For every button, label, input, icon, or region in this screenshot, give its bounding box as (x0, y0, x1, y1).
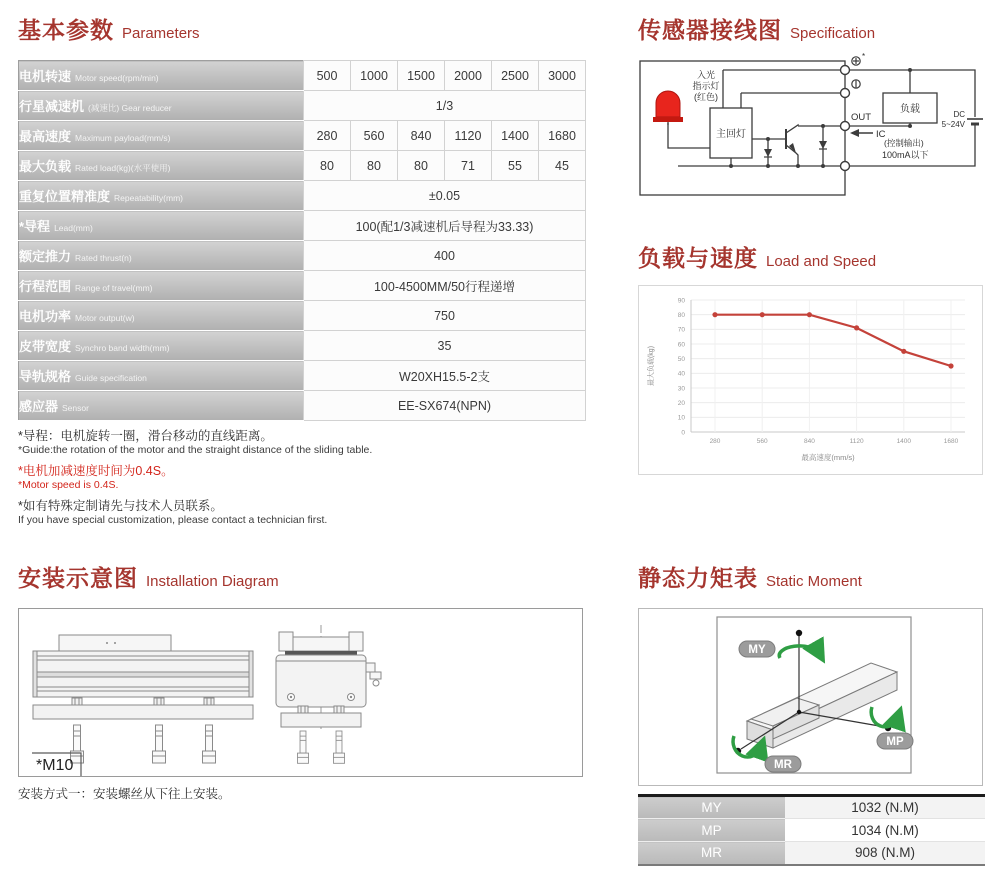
param-label (19, 391, 304, 421)
param-label-en: Synchro band width(mm) (75, 342, 170, 353)
led-label-1: 入光 (696, 70, 716, 80)
footnote-lead-zh: *导程：电机旋转一圈，滑台移动的直线距离。 (18, 429, 273, 443)
section-title-en: Load and Speed (766, 253, 877, 270)
section-title-zh: 安装示意图 (18, 565, 138, 591)
param-value: 80 (304, 151, 351, 181)
parameters-table (18, 60, 586, 421)
param-label (19, 331, 304, 361)
sensor-wiring-svg (638, 53, 985, 205)
section-title-en: Specification (790, 25, 876, 42)
y-tick-label: 70 (677, 326, 685, 334)
plus-terminal-icon (852, 57, 860, 65)
load-box-label: 负载 (900, 104, 920, 115)
y-tick-label: 60 (677, 341, 685, 349)
moment-value: 1034 (N.M) (785, 819, 985, 842)
param-value: 55 (492, 151, 539, 181)
plus-note: * (862, 53, 866, 61)
param-label (19, 301, 304, 331)
param-row (19, 61, 586, 91)
param-value: 750 (304, 301, 586, 331)
actuator-end-view (276, 625, 381, 763)
param-label-en: Maximum payload(mm/s) (75, 132, 171, 143)
param-value: W20XH15.5-2支 (304, 361, 586, 391)
dc-label: DC (953, 110, 965, 119)
param-label-en: Lead(mm) (54, 222, 93, 233)
load-speed-chart (639, 286, 982, 474)
x-tick-label: 840 (803, 438, 815, 445)
param-label-zh: 最大负载 (19, 158, 72, 174)
x-axis-label: 最高速度(mm/s) (801, 453, 855, 462)
section-title-zh: 静态力矩表 (638, 565, 758, 591)
main-box-label: 主回灯 (716, 129, 746, 140)
param-value: 1400 (492, 121, 539, 151)
x-tick-label: 1680 (943, 438, 959, 445)
x-tick-label: 1120 (849, 438, 864, 445)
param-value: 45 (539, 151, 586, 181)
y-tick-label: 90 (677, 297, 685, 305)
sensor-wiring-diagram (638, 53, 985, 210)
param-label-en: Motor output(w) (75, 312, 135, 323)
sensor-body-outline (640, 61, 845, 195)
param-row (19, 181, 586, 211)
param-value: 500 (304, 61, 351, 91)
actuator-side-view (33, 635, 253, 763)
param-value: ±0.05 (304, 181, 586, 211)
connector-icon (366, 663, 375, 672)
param-row (19, 301, 586, 331)
led-label-2: 指示灯 (692, 81, 720, 91)
ic-label: IC (876, 129, 886, 140)
param-label (19, 361, 304, 391)
param-label (19, 211, 304, 241)
led-label-3: (红色) (694, 92, 718, 102)
param-label-zh: 行星减速机 (19, 98, 85, 114)
x-tick-label: 560 (756, 438, 768, 445)
param-value: 3000 (539, 61, 586, 91)
section-title-static-moment (638, 560, 862, 593)
param-value: 400 (304, 241, 586, 271)
section-title-zh: 负载与速度 (638, 245, 758, 271)
param-label-zh: 行程范围 (19, 278, 72, 294)
x-tick-label: 280 (709, 438, 721, 445)
my-badge: MY (748, 644, 766, 656)
out-label: OUT (851, 112, 872, 123)
led-indicator-icon (653, 91, 683, 125)
data-point (760, 312, 765, 317)
param-label (19, 151, 304, 181)
param-row (19, 121, 586, 151)
param-label-zh: 额定推力 (19, 248, 72, 264)
current-limit-label: 100mA以下 (882, 150, 929, 160)
param-value: 2500 (492, 61, 539, 91)
param-label (19, 181, 304, 211)
y-tick-label: 0 (681, 429, 685, 437)
load-speed-chart-box (638, 285, 983, 475)
section-title-parameters (18, 12, 200, 45)
param-value: 1/3 (304, 91, 586, 121)
param-value: 80 (351, 151, 398, 181)
footnote-lead-en: *Guide:the rotation of the motor and the straight distance of the sliding table. (18, 443, 373, 456)
footnotes (18, 429, 578, 526)
moment-row (638, 842, 985, 865)
param-label-zh: 导轨规格 (19, 368, 72, 384)
footnote-custom-en: If you have special customization, please contact a technician first. (18, 514, 328, 526)
param-label-zh: 电机转速 (19, 68, 72, 84)
param-label (19, 121, 304, 151)
y-tick-label: 80 (677, 311, 685, 319)
data-point (854, 325, 859, 330)
data-point (807, 312, 812, 317)
installation-diagram-box (18, 608, 583, 777)
footnote-accel-zh: *电机加减速度时间为0.4S。 (18, 464, 174, 479)
param-value: 100(配1/3减速机后导程为33.33) (304, 211, 586, 241)
param-value: 80 (398, 151, 445, 181)
y-axis-label: 最大负载(kg) (648, 345, 655, 387)
param-label-zh: *导程 (19, 218, 51, 234)
param-label-en: Guide specification (75, 372, 147, 383)
moment-label: MP (638, 819, 785, 842)
param-row (19, 211, 586, 241)
param-label-zh: 电机功率 (19, 308, 72, 324)
section-title-load-speed (638, 240, 876, 273)
param-value: 100-4500MM/50行程递增 (304, 271, 586, 301)
param-row (19, 241, 586, 271)
param-value: 1120 (445, 121, 492, 151)
param-value: 1000 (351, 61, 398, 91)
dc-voltage-label: 5~24V (941, 120, 965, 129)
section-title-en: Installation Diagram (146, 573, 279, 590)
param-label-zh: 皮带宽度 (19, 338, 72, 354)
param-label-zh: 最高速度 (19, 128, 72, 144)
param-value: 560 (351, 121, 398, 151)
param-label-en: Sensor (62, 402, 89, 413)
param-row (19, 331, 586, 361)
param-value: 1500 (398, 61, 445, 91)
param-label-zh: 感应器 (19, 398, 59, 414)
param-label-en: Rated thrust(n) (75, 252, 132, 263)
mp-badge: MP (886, 736, 904, 748)
param-label (19, 241, 304, 271)
moment-label: MY (638, 796, 785, 819)
x-tick-label: 1400 (896, 438, 912, 445)
y-tick-label: 30 (677, 385, 685, 393)
y-tick-label: 10 (677, 414, 685, 422)
data-point (712, 312, 717, 317)
screw-size-label: *M10 (36, 757, 74, 774)
param-label-en: Motor speed(rpm/min) (75, 72, 159, 83)
param-label-en: Repeatability(mm) (114, 192, 183, 203)
minus-terminal-icon (852, 80, 860, 88)
param-row (19, 361, 586, 391)
param-value: 1680 (539, 121, 586, 151)
moment-row (638, 819, 985, 842)
param-value: 71 (445, 151, 492, 181)
param-label (19, 91, 304, 121)
param-label-zh: 重复位置精准度 (19, 188, 111, 204)
moment-label: MR (638, 842, 785, 865)
static-moment-table (638, 794, 985, 866)
param-value: 840 (398, 121, 445, 151)
footnote-accel-en: *Motor speed is 0.4S. (18, 478, 119, 491)
moment-row (638, 796, 985, 819)
moment-value: 908 (N.M) (785, 842, 985, 865)
param-value: 35 (304, 331, 586, 361)
section-title-installation (18, 560, 279, 593)
mr-badge: MR (774, 759, 792, 771)
param-label (19, 61, 304, 91)
static-moment-diagram-box (638, 608, 983, 786)
control-output-label: (控制输出) (884, 138, 924, 148)
zener-2 (819, 141, 827, 149)
section-title-zh: 传感器接线图 (638, 17, 782, 43)
param-label-en: Range of travel(mm) (75, 282, 153, 293)
section-title-en: Parameters (122, 25, 200, 42)
y-tick-label: 20 (677, 399, 685, 407)
param-label-en: (减速比) Gear reducer (88, 102, 172, 113)
ic-arrowhead (850, 129, 859, 137)
param-value: 280 (304, 121, 351, 151)
zener-1 (764, 149, 772, 157)
y-tick-label: 40 (677, 370, 685, 378)
param-row (19, 271, 586, 301)
installation-diagram-svg (19, 609, 582, 776)
param-label (19, 271, 304, 301)
installation-caption: 安装方式一：安装螺丝从下往上安装。 (18, 787, 231, 801)
footnote-custom-zh: *如有特殊定制请先与技术人员联系。 (18, 499, 223, 514)
param-row (19, 391, 586, 421)
moment-value: 1032 (N.M) (785, 796, 985, 819)
data-point (948, 363, 953, 368)
param-row (19, 91, 586, 121)
data-point (901, 349, 906, 354)
param-value: EE-SX674(NPN) (304, 391, 586, 421)
param-value: 2000 (445, 61, 492, 91)
section-title-zh: 基本参数 (18, 17, 114, 43)
static-moment-svg (639, 609, 982, 785)
param-row (19, 151, 586, 181)
section-title-wiring (638, 12, 875, 45)
param-label-en: Rated load(kg)(水平使用) (75, 162, 171, 173)
section-title-en: Static Moment (766, 573, 862, 590)
y-tick-label: 50 (677, 355, 685, 363)
